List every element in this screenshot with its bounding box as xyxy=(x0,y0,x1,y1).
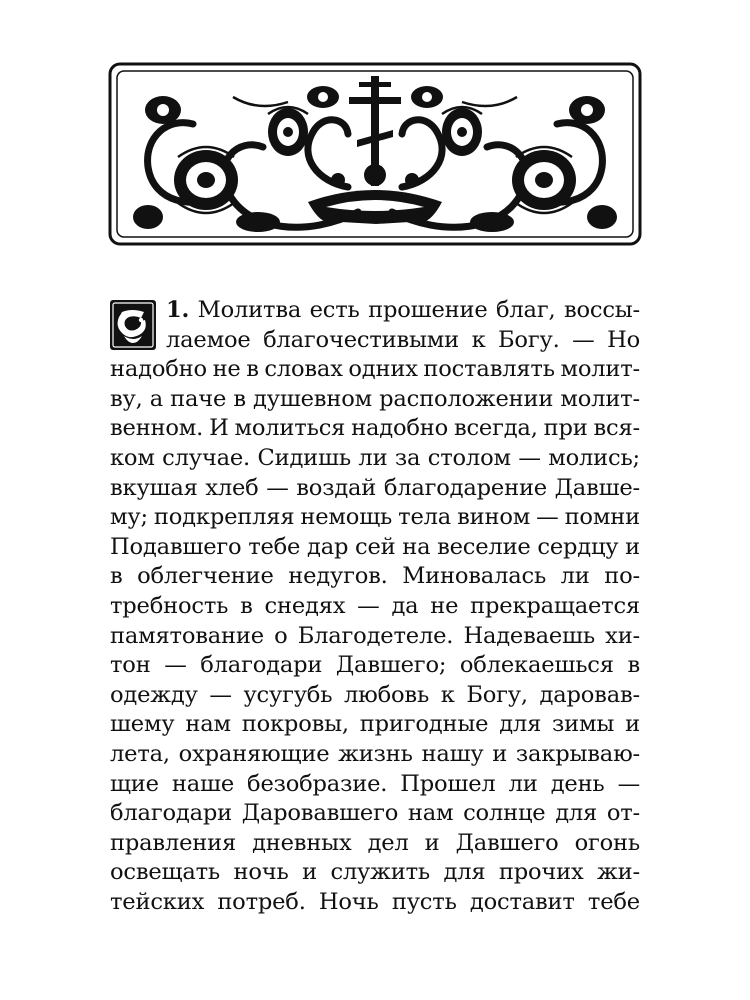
text-word: освещать xyxy=(110,859,221,886)
text-word: благодари xyxy=(110,800,232,827)
text-word: нам xyxy=(407,800,454,827)
text-word: ву, xyxy=(110,385,143,412)
text-word: ком xyxy=(110,444,155,471)
text-word: пригодные xyxy=(359,711,489,738)
text-word: Даровавшего xyxy=(241,800,399,827)
text-word: тон xyxy=(110,652,151,679)
text-word: требность xyxy=(110,592,229,619)
text-word: паче xyxy=(170,385,227,412)
text-word: день xyxy=(550,770,605,797)
text-word: тебе xyxy=(248,533,301,560)
text-word: ли xyxy=(358,444,388,471)
text-word: потреб. xyxy=(217,888,306,915)
text-word: благодарение xyxy=(383,474,547,501)
text-word: жизнь xyxy=(338,740,413,767)
text-word: в xyxy=(110,563,123,590)
text-word: расположении xyxy=(379,385,554,412)
paragraph-text xyxy=(110,296,640,917)
text-line xyxy=(110,799,640,829)
text-word: при xyxy=(543,415,588,442)
text-word: — xyxy=(209,681,232,708)
text-word: вином xyxy=(457,504,531,531)
text-word: прошение xyxy=(368,297,488,323)
text-word: а xyxy=(149,385,164,412)
paragraph-number: 1. xyxy=(166,297,190,323)
text-word: воздай xyxy=(296,474,377,501)
text-line xyxy=(110,326,640,356)
text-word: Давшего xyxy=(455,829,559,856)
text-word: в xyxy=(246,356,259,383)
text-line xyxy=(110,740,640,770)
text-word: венном. xyxy=(110,415,204,442)
text-line xyxy=(110,651,640,681)
text-word: зимы xyxy=(552,711,615,738)
text-word: подкрепляя xyxy=(153,504,295,531)
text-line xyxy=(110,533,640,563)
text-word: в xyxy=(240,592,253,619)
text-word: тейских xyxy=(110,888,205,915)
text-word: для xyxy=(443,859,486,886)
text-word: прекращается xyxy=(470,592,640,619)
text-word: Давшего; xyxy=(335,652,447,679)
text-line xyxy=(110,622,640,652)
text-word: облекаешься xyxy=(459,652,614,679)
text-line xyxy=(110,385,640,415)
text-word: сердцу xyxy=(537,533,619,560)
text-line xyxy=(110,710,640,740)
text-word: Давше- xyxy=(554,474,640,501)
text-word: ли xyxy=(560,563,590,590)
text-word: пусть xyxy=(391,888,457,915)
text-line xyxy=(110,888,640,918)
text-word: шему xyxy=(110,711,175,738)
text-word: лета, xyxy=(110,740,170,767)
text-word: снедях xyxy=(264,592,346,619)
text-word: Богу. xyxy=(498,326,560,353)
text-word: ночь xyxy=(233,859,289,886)
text-word: надобно xyxy=(351,415,449,442)
text-word: дар xyxy=(306,533,349,560)
text-word: Молитва xyxy=(197,297,302,323)
text-word: памятование xyxy=(110,622,264,649)
text-word: и xyxy=(302,859,317,886)
text-word: правления xyxy=(110,829,237,856)
text-word: есть xyxy=(309,297,360,323)
text-word: дневных xyxy=(252,829,352,856)
orthodox-cross-ornament-icon xyxy=(108,62,642,246)
text-word: безобразие. xyxy=(247,770,388,797)
text-word: не xyxy=(430,592,459,619)
text-word: всегда, xyxy=(453,415,538,442)
text-word: ли xyxy=(508,770,538,797)
text-word: дел xyxy=(367,829,409,856)
text-word: усугубь xyxy=(243,681,333,708)
text-word: вся- xyxy=(593,415,640,442)
text-line xyxy=(110,296,640,326)
text-word: даровав- xyxy=(539,681,640,708)
text-word: И xyxy=(209,415,229,442)
text-word: наше xyxy=(171,770,234,797)
text-word: хи- xyxy=(605,622,640,649)
text-word: служить xyxy=(330,859,430,886)
text-word: молиться xyxy=(234,415,346,442)
text-word: Богу, xyxy=(466,681,528,708)
text-line xyxy=(110,414,640,444)
text-word: покровы, xyxy=(241,711,349,738)
text-word: по- xyxy=(604,563,640,590)
text-word: Надеваешь xyxy=(463,622,595,649)
text-word: благ, xyxy=(496,297,556,323)
text-word: одних xyxy=(348,356,418,383)
text-line xyxy=(110,503,640,533)
text-word: молит- xyxy=(560,356,640,383)
text-word: му; xyxy=(110,504,148,531)
text-word: надобно xyxy=(110,356,207,383)
text-word: — xyxy=(164,652,187,679)
text-word: — xyxy=(266,474,289,501)
text-word: Миновалась xyxy=(402,563,547,590)
text-word: солнце xyxy=(463,800,546,827)
text-word: да xyxy=(391,592,419,619)
text-word: Прошел xyxy=(400,770,496,797)
text-word: Ночь xyxy=(318,888,379,915)
text-line xyxy=(110,474,640,504)
text-word: прочих xyxy=(498,859,584,886)
text-word: в xyxy=(627,652,640,679)
text-word: помни xyxy=(564,504,640,531)
text-word: словах xyxy=(264,356,343,383)
text-word: молись; xyxy=(548,444,640,471)
text-word: вкушая xyxy=(110,474,198,501)
text-word: для xyxy=(499,711,542,738)
text-word: щие xyxy=(110,770,159,797)
text-word: хлеб xyxy=(205,474,259,501)
text-line xyxy=(110,444,640,474)
text-word: огонь xyxy=(574,829,640,856)
text-word: нашу xyxy=(421,740,484,767)
text-word: лаемое xyxy=(166,326,251,353)
text-word: к xyxy=(440,681,455,708)
text-word: нам xyxy=(185,711,231,738)
text-word: Подавшего xyxy=(110,533,242,560)
ornamental-initial-icon xyxy=(110,300,156,350)
text-word: благодари xyxy=(200,652,323,679)
text-line xyxy=(110,770,640,800)
text-word: и xyxy=(492,740,508,767)
text-word: тела xyxy=(398,504,452,531)
text-line xyxy=(110,829,640,859)
text-word: жи- xyxy=(597,859,640,886)
text-word: Но xyxy=(607,326,640,353)
text-word: Благодетеле. xyxy=(297,622,454,649)
text-word: столом xyxy=(427,444,511,471)
text-word: не xyxy=(212,356,241,383)
text-word: веселие xyxy=(437,533,531,560)
text-word: тебе xyxy=(587,888,640,915)
text-word: и xyxy=(625,533,640,560)
text-word: для xyxy=(555,800,598,827)
text-word: к xyxy=(471,326,486,353)
text-word: — xyxy=(518,444,541,471)
text-word: от- xyxy=(606,800,640,827)
text-word: немощь xyxy=(300,504,393,531)
text-line xyxy=(110,592,640,622)
text-line xyxy=(110,858,640,888)
text-line xyxy=(110,355,640,385)
text-word: — xyxy=(357,592,380,619)
text-word: закрываю- xyxy=(515,740,640,767)
dropcap-initial xyxy=(110,300,156,350)
text-word: и xyxy=(625,711,640,738)
text-line xyxy=(110,681,640,711)
text-word: в xyxy=(233,385,246,412)
text-word: случае. xyxy=(162,444,251,471)
text-word: воссы- xyxy=(563,297,640,323)
text-word: на xyxy=(402,533,431,560)
text-word: молит- xyxy=(560,385,640,412)
text-word: одежду xyxy=(110,681,198,708)
text-word: за xyxy=(394,444,421,471)
text-word: сей xyxy=(354,533,396,560)
text-word: благочестивыми xyxy=(263,326,460,353)
text-word: доставит xyxy=(469,888,575,915)
text-word: поставлять xyxy=(423,356,555,383)
text-word: облегчение xyxy=(137,563,274,590)
text-word: — xyxy=(536,504,559,531)
text-word: о xyxy=(274,622,288,649)
text-word: Сидишь xyxy=(257,444,351,471)
text-word: душевном xyxy=(253,385,372,412)
text-word: недугов. xyxy=(288,563,388,590)
text-word: — xyxy=(572,326,595,353)
text-word: охраняющие xyxy=(178,740,330,767)
text-word: и xyxy=(424,829,440,856)
text-word: любовь xyxy=(344,681,430,708)
text-line xyxy=(110,562,640,592)
text-word: — xyxy=(617,770,640,797)
ornamental-headpiece xyxy=(108,62,642,246)
